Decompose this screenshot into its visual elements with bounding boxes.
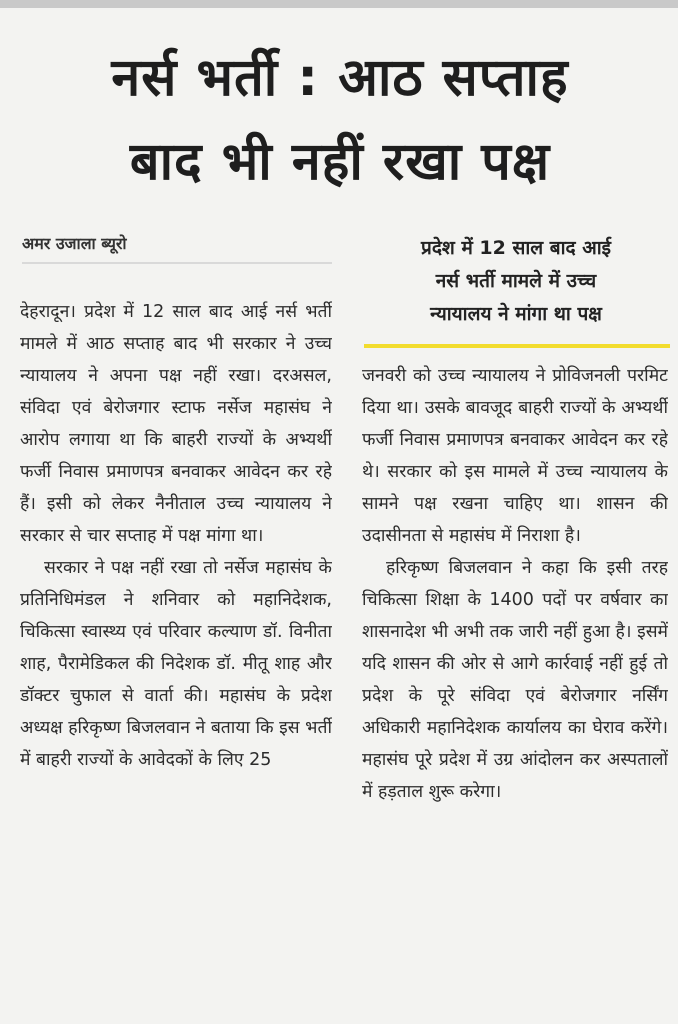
article-paragraph: देहरादून। प्रदेश में 12 साल बाद आई नर्स भर्ती मामले में आठ सप्ताह बाद भी सरकार ने उच्च न्यायालय ने अपना पक्ष नहीं रखा। दरअसल, संविदा एवं बेरोजगार स्टाफ नर्सेज महासंघ ने आरोप लगाया था कि बाहरी राज्यों के अभ्यर्थी फर्जी निवास प्रमाणपत्र बनवाकर आवेदन कर रहे हैं। इसी को लेकर नैनीताल उच्च न्यायालय ने सरकार से चार सप्ताह में पक्ष मांगा था।: [20, 302, 332, 546]
headline-line-1: नर्स भर्ती : आठ सप्ताह: [111, 48, 569, 108]
subheading-line-2: नर्स भर्ती मामले में उच्च: [435, 270, 597, 292]
article-paragraph: हरिकृष्ण बिजलवान ने कहा कि इसी तरह चिकित्सा शिक्षा के 1400 पदों पर वर्षवार का शासनादेश भी अभी तक जारी नहीं हुआ है। इसमें यदि शासन की ओर से आगे कार्रवाई नहीं हुई तो प्रदेश के पूरे संविदा एवं बेरोजगार नर्सिंग अधिकारी महानिदेशक कार्यालय का घेराव करेंगे। महासंघ पूरे प्रदेश में उग्र आंदोलन कर अस्पतालों में हड़ताल शुरू करेगा।: [362, 558, 668, 802]
subheading-line-1: प्रदेश में 12 साल बाद आई: [421, 237, 611, 259]
article-paragraph: जनवरी को उच्च न्यायालय ने प्रोविजनली परमिट दिया था। उसके बावजूद बाहरी राज्यों के अभ्यर्थी फर्जी निवास प्रमाणपत्र बनवाकर आवेदन कर रहे थे। सरकार को इस मामले में उच्च न्यायालय के सामने पक्ष रखना चाहिए था। शासन की उदासीनता से महासंघ में निराशा है।: [362, 366, 668, 546]
byline: अमर उजाला ब्यूरो: [22, 232, 332, 264]
subheading-highlight-rule: [364, 344, 670, 348]
article-left-column: [20, 296, 332, 1016]
top-border: [0, 0, 678, 8]
headline: [10, 36, 670, 204]
subheading: [364, 232, 668, 331]
article-paragraph: सरकार ने पक्ष नहीं रखा तो नर्सेज महासंघ के प्रतिनिधिमंडल ने शनिवार को महानिदेशक, चिकित्सा स्वास्थ्य एवं परिवार कल्याण डॉ. विनीता शाह, पैरामेडिकल की निदेशक डॉ. मीतू शाह और डॉक्टर चुफाल से वार्ता की। महासंघ के प्रदेश अध्यक्ष हरिकृष्ण बिजलवान ने बताया कि इस भर्ती में बाहरी राज्यों के आवेदकों के लिए 25: [20, 558, 332, 770]
headline-line-2: बाद भी नहीं रखा पक्ष: [129, 132, 551, 192]
subheading-line-3: न्यायालय ने मांगा था पक्ष: [430, 303, 602, 325]
article-right-column: [362, 360, 668, 1016]
